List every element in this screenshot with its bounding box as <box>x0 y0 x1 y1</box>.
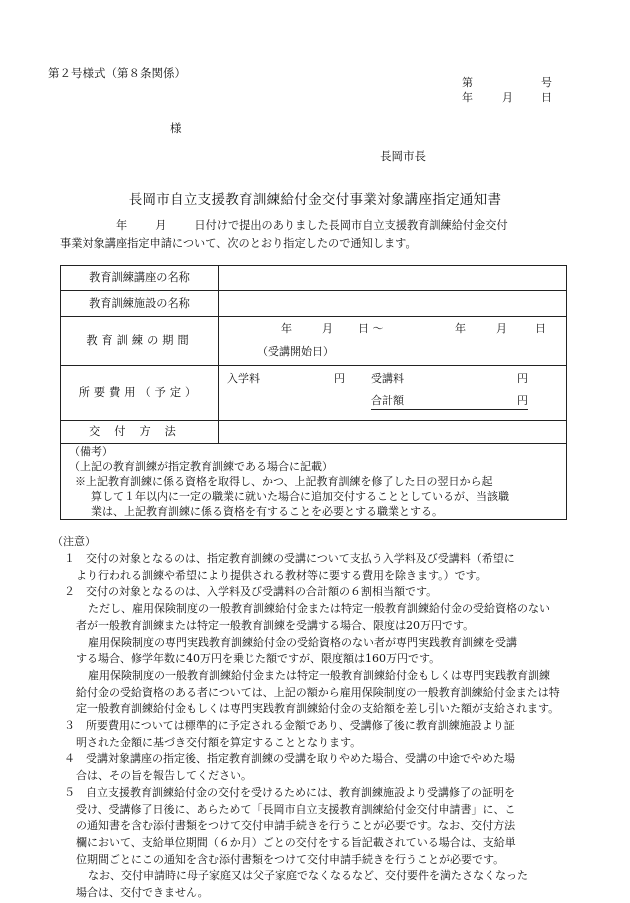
cost-value <box>219 366 566 420</box>
period-value <box>219 317 566 365</box>
row-period <box>61 317 566 366</box>
intro-paragraph <box>60 217 580 253</box>
note-line: 欄において、支給単位期間（６か月）ごとの交付をする旨記載されている場合は、支給単 <box>76 835 516 849</box>
course-name-value <box>219 266 566 290</box>
period-day-1: 日 ～ <box>358 322 384 335</box>
total-underline <box>371 394 528 410</box>
note-line: ３ 所要費用については標準的に予定される金額であり、受講修了後に教育訓練施設より証 <box>64 719 515 732</box>
period-year-2: 年 <box>455 322 466 335</box>
doc-number-label: 第 <box>462 76 473 89</box>
note-line: 雇用保険制度の一般教育訓練給付金または特定一般教育訓練給付金もしくは専門実践教育訓練 <box>88 668 550 682</box>
note-line: ４ 受講対象講座の指定後、指定教育訓練の受講を取りやめた場合、受講の中途でやめた場 <box>64 752 515 766</box>
remarks-line-4: 業は、上記教育訓練に係る資格を有することを必要とする職業とする。 <box>91 505 443 518</box>
total-label: 合計額 <box>371 394 404 407</box>
payment-method-label: 交付方法 <box>61 421 219 443</box>
note-line: １ 交付の対象となるのは、指定教育訓練の受講について支払う入学料及び受講料（希望に <box>64 552 515 565</box>
note-line: 位期間ごとにこの通知を含む添付書類をつけて交付申請手続きを行うことが必要です。 <box>76 852 505 866</box>
date-month: 月 <box>502 91 513 104</box>
intro-month: 月 <box>155 219 167 232</box>
row-course-name <box>61 266 566 291</box>
note-line: 給付金の受給資格のある者については、上記の額から雇用保険制度の一般教育訓練給付金または特 <box>76 685 560 699</box>
row-payment-method <box>61 421 566 444</box>
period-day-2: 日 <box>535 322 546 335</box>
yen-unit-1: 円 <box>334 372 345 385</box>
row-cost <box>61 366 566 421</box>
cost-label: 所要費用（予定） <box>61 366 219 420</box>
payment-method-value <box>219 421 566 443</box>
remarks-line-3: 算して１年以内に一定の職業に就いた場合に追加交付することとしているが、当該職 <box>91 490 509 503</box>
note-line: なお、交付申請時に母子家庭又は父子家庭でなくなるなど、交付要件を満たさなくなった <box>88 869 528 883</box>
admission-fee-label: 入学料 <box>227 372 260 385</box>
intro-line-2: 事業対象講座指定申請について、次のとおり指定したので通知します。 <box>60 236 417 250</box>
note-line: する場合、修学年数に40万円を乗じた額ですが、限度額は160万円です。 <box>76 652 441 666</box>
period-year-1: 年 <box>281 322 292 335</box>
note-line: 場合は、交付できません。 <box>76 886 209 899</box>
addressee-suffix: 様 <box>170 121 182 135</box>
intro-line1-rest: 日付けで提出のありました長岡市自立支援教育訓練給付金交付 <box>194 219 508 232</box>
note-line: より行われる訓練や希望により提供される教材等に要する費用を除きます。）です。 <box>76 568 487 582</box>
form-number: 第２号様式（第８条関係） <box>48 66 186 80</box>
course-name-label: 教育訓練講座の名称 <box>61 266 219 290</box>
yen-unit-3: 円 <box>517 394 528 407</box>
designation-table <box>60 265 567 520</box>
note-line: 受け、受講修了日後に、あらためて「長岡市自立支援教育訓練給付金交付申請書」に、こ <box>76 802 516 816</box>
notes-heading: （注意） <box>52 535 96 548</box>
facility-name-value <box>219 291 566 316</box>
date-day: 日 <box>541 91 552 104</box>
period-note: （受講開始日） <box>257 345 334 358</box>
period-month-2: 月 <box>496 322 507 335</box>
doc-number-suffix: 号 <box>541 76 552 89</box>
intro-year: 年 <box>116 219 128 232</box>
note-line: 者が一般教育訓練または特定一般教育訓練を受講する場合、限度は20万円です。 <box>76 618 475 632</box>
remarks-block <box>69 444 562 519</box>
facility-name-label: 教育訓練施設の名称 <box>61 291 219 316</box>
period-label: 教育訓練の期間 <box>61 317 219 365</box>
note-line: ５ 自立支援教育訓練給付金の交付を受けるためには、教育訓練施設より受講修了の証明を <box>64 785 515 799</box>
date-year: 年 <box>462 91 473 104</box>
note-line: の通知書を含む添付書類をつけて交付申請手続きを行うことが必要です。なお、交付方法 <box>76 819 516 833</box>
note-line: ２ 交付の対象となるのは、入学料及び受講料の合計額の６割相当額です。 <box>64 585 438 599</box>
document-title: 長岡市自立支援教育訓練給付金交付事業対象講座指定通知書 <box>128 192 502 208</box>
row-facility-name <box>61 291 566 317</box>
note-line: 合は、その旨を報告してください。 <box>76 769 252 783</box>
issuer: 長岡市長 <box>380 149 426 163</box>
note-line: 雇用保険制度の専門実践教育訓練給付金の受給資格のない者が専門実践教育訓練を受講 <box>88 635 517 649</box>
remarks-head: （備考） <box>69 445 113 458</box>
remarks-line-1: （上記の教育訓練が指定教育訓練である場合に記載） <box>69 460 333 473</box>
remarks-line-2: ※上記教育訓練に係る資格を取得し、かつ、上記教育訓練を修了した日の翌日から起 <box>75 475 493 488</box>
period-month-1: 月 <box>322 322 333 335</box>
note-line: 明された金額に基づき交付額を算定することとなります。 <box>76 735 362 749</box>
note-line: 定一般教育訓練給付金もしくは専門実践教育訓練給付金の支給額を差し引いた額が支給されます。 <box>76 702 560 716</box>
note-line: ただし、雇用保険制度の一般教育訓練給付金または特定一般教育訓練給付金の受給資格のない <box>88 602 550 616</box>
yen-unit-2: 円 <box>517 372 528 385</box>
tuition-fee-label: 受講料 <box>371 372 404 385</box>
intro-line-1 <box>60 217 580 235</box>
